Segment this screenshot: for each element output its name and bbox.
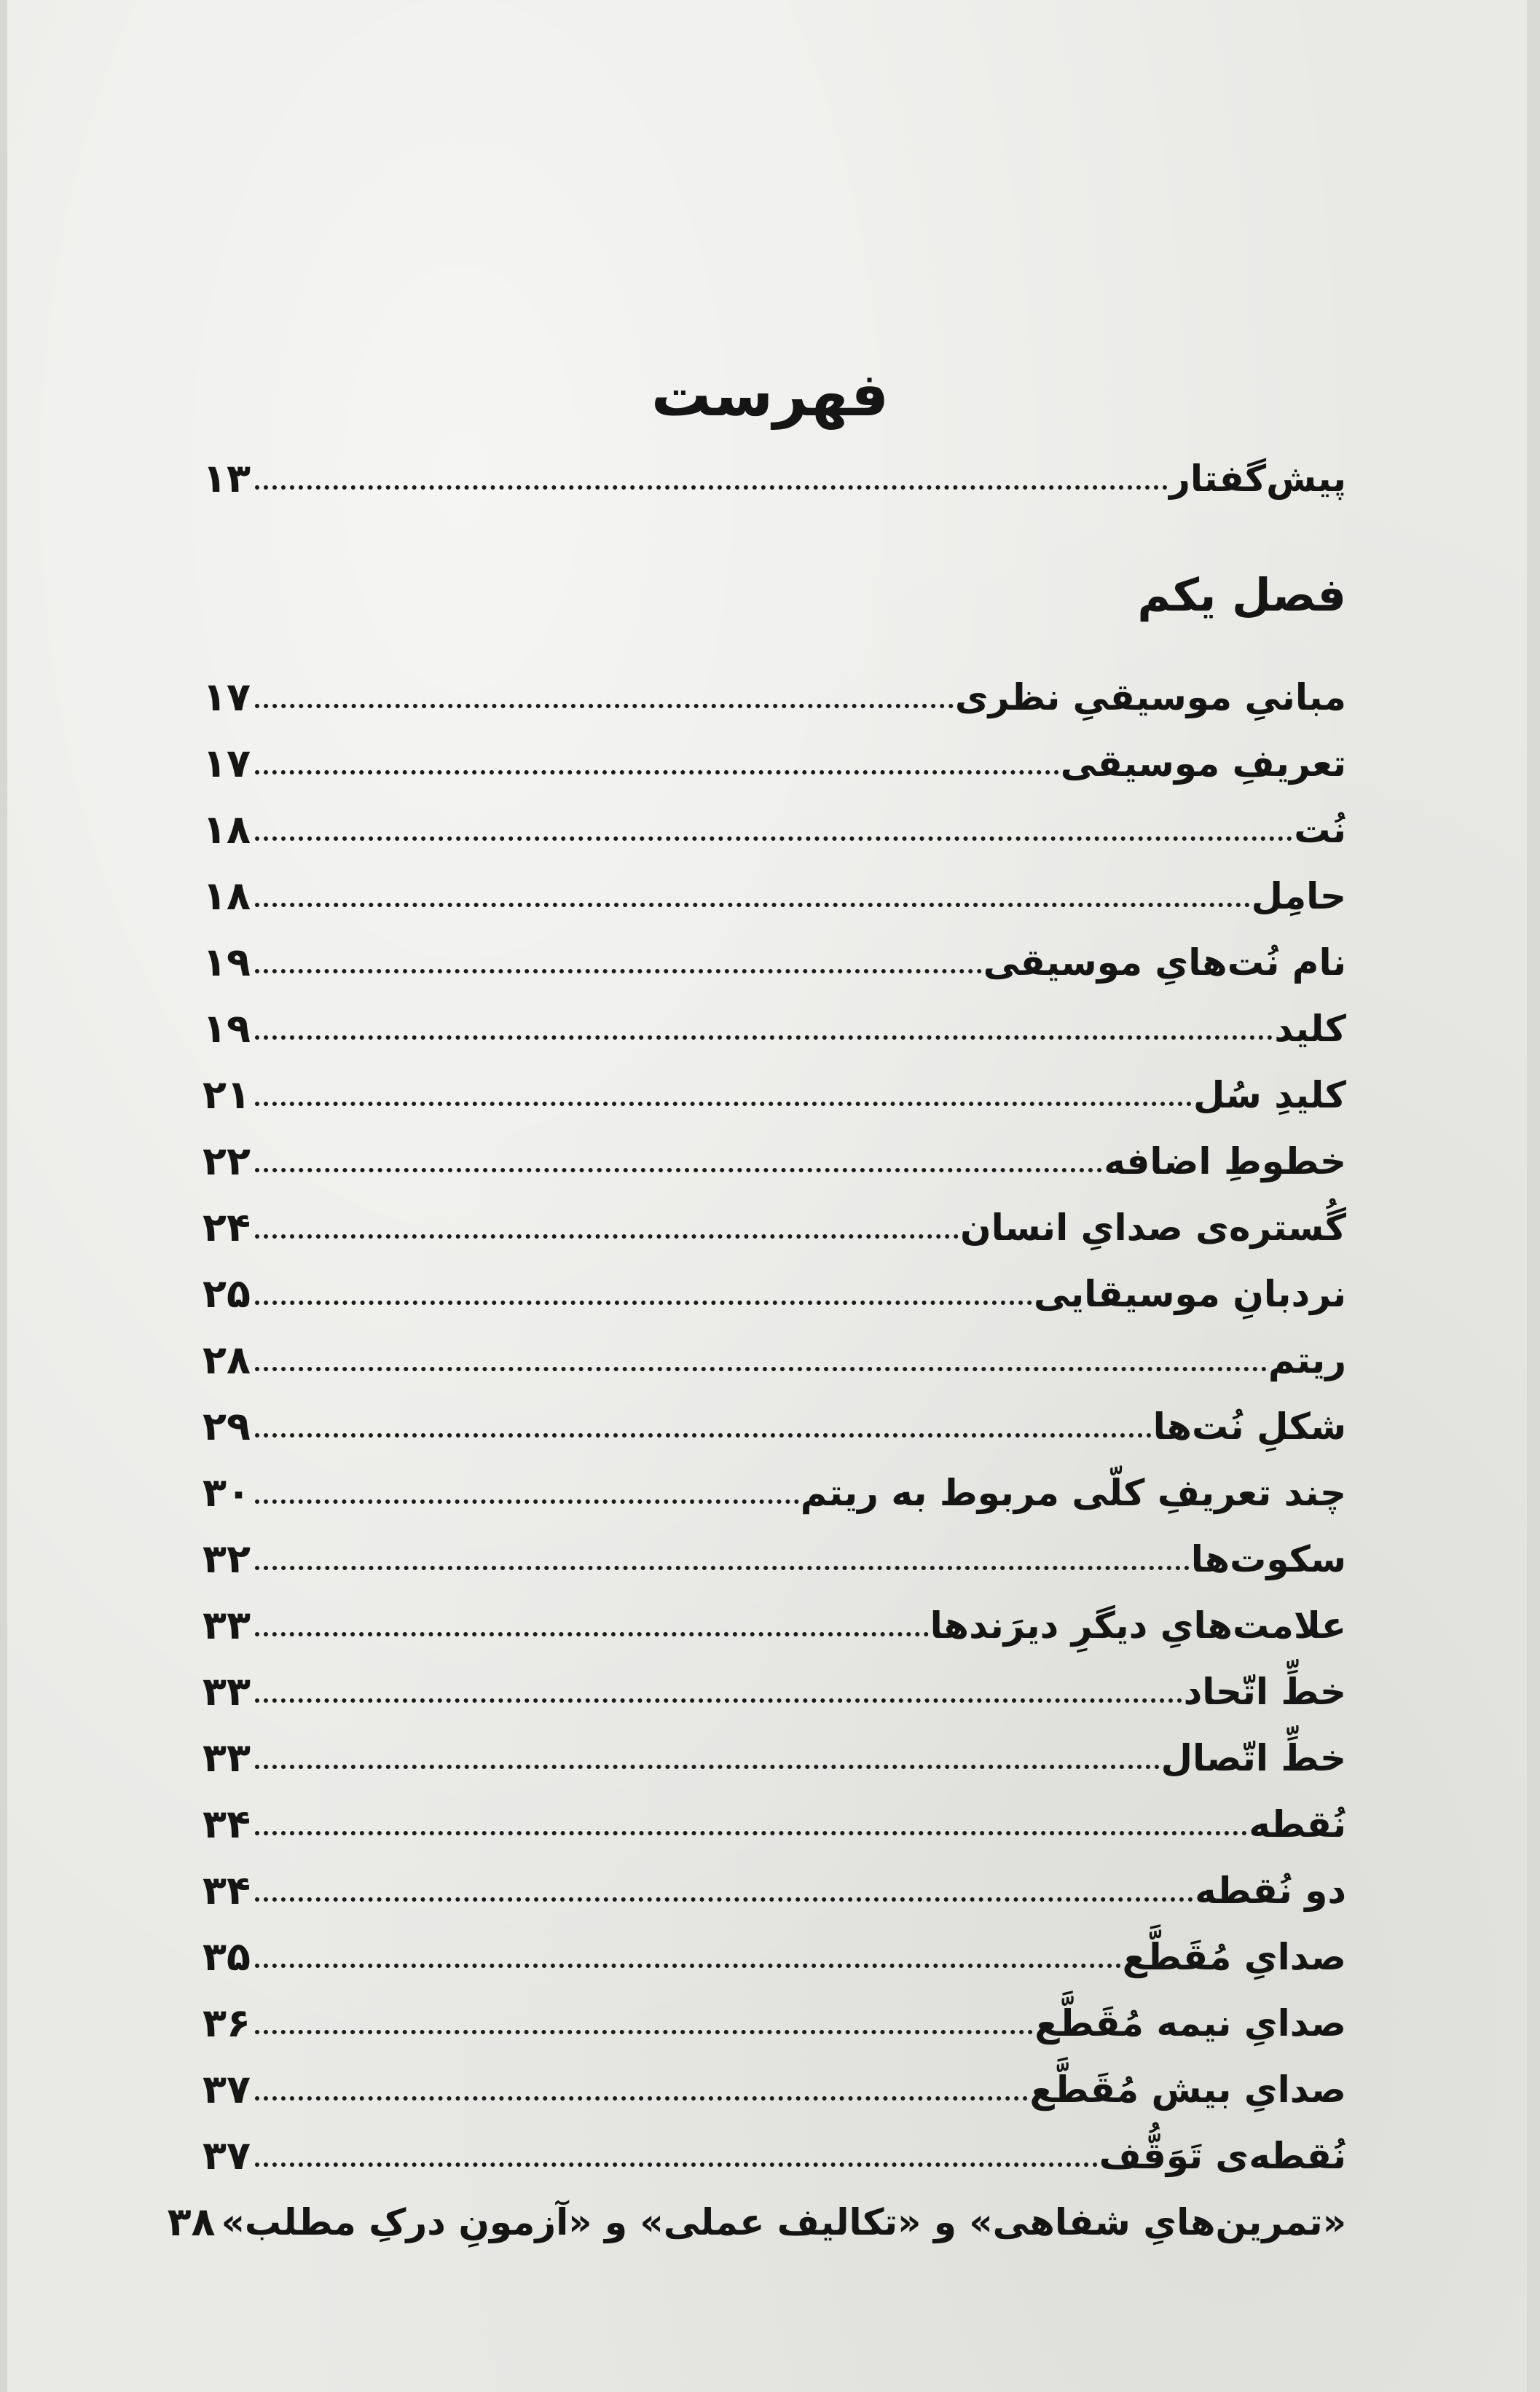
toc-entry	[203, 1385, 1346, 1452]
entry-label: خطِّ اتّحاد	[1183, 1671, 1346, 1713]
dot-leader	[255, 1897, 1193, 1902]
entry-page-number: ۳۸	[167, 2199, 216, 2245]
dot-leader	[255, 1168, 1102, 1172]
toc-entry	[203, 788, 1346, 855]
dot-leader	[255, 770, 1059, 775]
entry-page-number: ۳۷	[203, 2133, 251, 2179]
entry-page-number: ۱۸	[203, 873, 251, 919]
entry-page-number: ۱۷	[203, 740, 251, 786]
toc-entry	[203, 1915, 1346, 1983]
entry-label: ریتم	[1268, 1339, 1346, 1381]
entry-page-number: ۲۵	[203, 1271, 251, 1317]
toc-entry	[203, 987, 1346, 1054]
entry-label: «تمرین‌هایِ شفاهی» و «تکالیف عملی» و «آزمونِ درکِ مطلب»	[221, 2201, 1346, 2243]
entry-label: علامت‌هایِ دیگرِ دیرَندها	[930, 1604, 1346, 1647]
entry-page-number: ۱۳	[203, 455, 251, 501]
dot-leader	[255, 969, 982, 973]
entry-label: گُستره‌ی صدایِ انسان	[959, 1207, 1346, 1249]
dot-leader	[255, 1831, 1247, 1835]
toc-entry	[203, 1252, 1346, 1319]
toc-entry	[203, 1584, 1346, 1651]
entry-page-number: ۳۴	[203, 1867, 251, 1913]
entry-label: چند تعریفِ کلّی مربوط به ریتم	[800, 1472, 1346, 1514]
toc-entry	[203, 1451, 1346, 1518]
dot-leader	[255, 1964, 1121, 1968]
entry-label: پیش‌گفتار	[1169, 458, 1346, 500]
dot-leader	[255, 1367, 1267, 1371]
dot-leader	[255, 903, 1250, 907]
entry-page-number: ۲۱	[203, 1072, 251, 1118]
entry-page-number: ۲۸	[203, 1337, 251, 1383]
dot-leader	[255, 1234, 959, 1239]
dot-leader	[255, 1632, 929, 1636]
toc-entry	[203, 1054, 1346, 1121]
entry-label: خطوطِ اضافه	[1104, 1140, 1346, 1183]
toc-entry	[203, 1783, 1346, 1850]
entry-label: کلید	[1274, 1008, 1346, 1050]
entry-label: صدایِ بیش مُقَطَّع	[1029, 2069, 1346, 2111]
entry-label: نُقطه	[1249, 1803, 1346, 1846]
toc-entry	[203, 1120, 1346, 1187]
entry-label: صدایِ نیمه مُقَطَّع	[1034, 2002, 1346, 2044]
entry-page-number: ۳۵	[203, 1934, 251, 1980]
entry-page-number: ۳۳	[203, 1602, 251, 1648]
dot-leader	[255, 2096, 1028, 2101]
entry-page-number: ۲۲	[203, 1138, 251, 1184]
toc-entry	[203, 722, 1346, 789]
dot-leader	[255, 2162, 1098, 2167]
dot-leader	[255, 704, 954, 708]
dot-leader	[255, 1566, 1190, 1570]
toc-title: فهرست	[651, 361, 889, 430]
chapter-heading: فصل یکم	[1137, 568, 1346, 621]
dot-leader	[255, 1499, 799, 1504]
dot-leader	[255, 1698, 1182, 1703]
dot-leader	[255, 1765, 1160, 1769]
entry-page-number: ۱۹	[203, 1005, 251, 1051]
toc-entry	[167, 2181, 1346, 2248]
entry-page-number: ۱۸	[203, 807, 251, 852]
toc-entry-preface	[203, 437, 1346, 504]
entry-page-number: ۲۹	[203, 1403, 251, 1449]
toc-entry	[203, 1319, 1346, 1386]
dot-leader	[255, 485, 1168, 490]
toc-entry	[203, 2048, 1346, 2115]
entry-page-number: ۳۰	[203, 1470, 251, 1515]
entry-page-number: ۱۷	[203, 674, 251, 720]
toc-entry	[203, 1982, 1346, 2049]
dot-leader	[255, 1301, 1032, 1305]
entry-page-number: ۳۷	[203, 2066, 251, 2112]
entry-label: خطِّ اتّصال	[1160, 1737, 1346, 1779]
toc-entry	[203, 2114, 1346, 2181]
toc-entry	[203, 1717, 1346, 1784]
entry-page-number: ۳۴	[203, 1801, 251, 1847]
toc-entry	[203, 921, 1346, 988]
toc-entry	[203, 1186, 1346, 1253]
toc-entry	[203, 855, 1346, 922]
toc-entry	[203, 1849, 1346, 1916]
entry-page-number: ۳۳	[203, 1735, 251, 1781]
entry-label: دو نُقطه	[1195, 1870, 1346, 1912]
entry-label: شکلِ نُت‌ها	[1152, 1405, 1346, 1448]
dot-leader	[255, 1102, 1192, 1106]
entry-label: تعریفِ موسیقی	[1060, 742, 1346, 785]
entry-label: صدایِ مُقَطَّع	[1122, 1936, 1346, 1978]
entry-label: نام نُت‌هایِ موسیقی	[983, 941, 1346, 984]
dot-leader	[255, 1035, 1273, 1040]
entry-label: سکوت‌ها	[1190, 1538, 1346, 1580]
entry-page-number: ۳۶	[203, 2000, 251, 2046]
entry-label: حامِل	[1251, 875, 1346, 917]
entry-page-number: ۲۴	[203, 1204, 251, 1250]
entry-page-number: ۳۳	[203, 1668, 251, 1714]
entry-label: نردبانِ موسیقایی	[1033, 1273, 1346, 1315]
toc-entry	[203, 656, 1346, 723]
dot-leader	[255, 2030, 1033, 2034]
entry-label: کلیدِ سُل	[1193, 1074, 1346, 1116]
entry-page-number: ۱۹	[203, 939, 251, 985]
toc-entry	[203, 1518, 1346, 1585]
dot-leader	[255, 836, 1292, 841]
entry-label: نُت	[1294, 809, 1346, 851]
entry-label: مبانیِ موسیقیِ نظری	[954, 676, 1346, 718]
toc-entry	[203, 1650, 1346, 1717]
entry-label: نُقطه‌ی تَوَقُّف	[1099, 2135, 1346, 2177]
entry-page-number: ۳۲	[203, 1536, 251, 1582]
dot-leader	[255, 1433, 1152, 1438]
